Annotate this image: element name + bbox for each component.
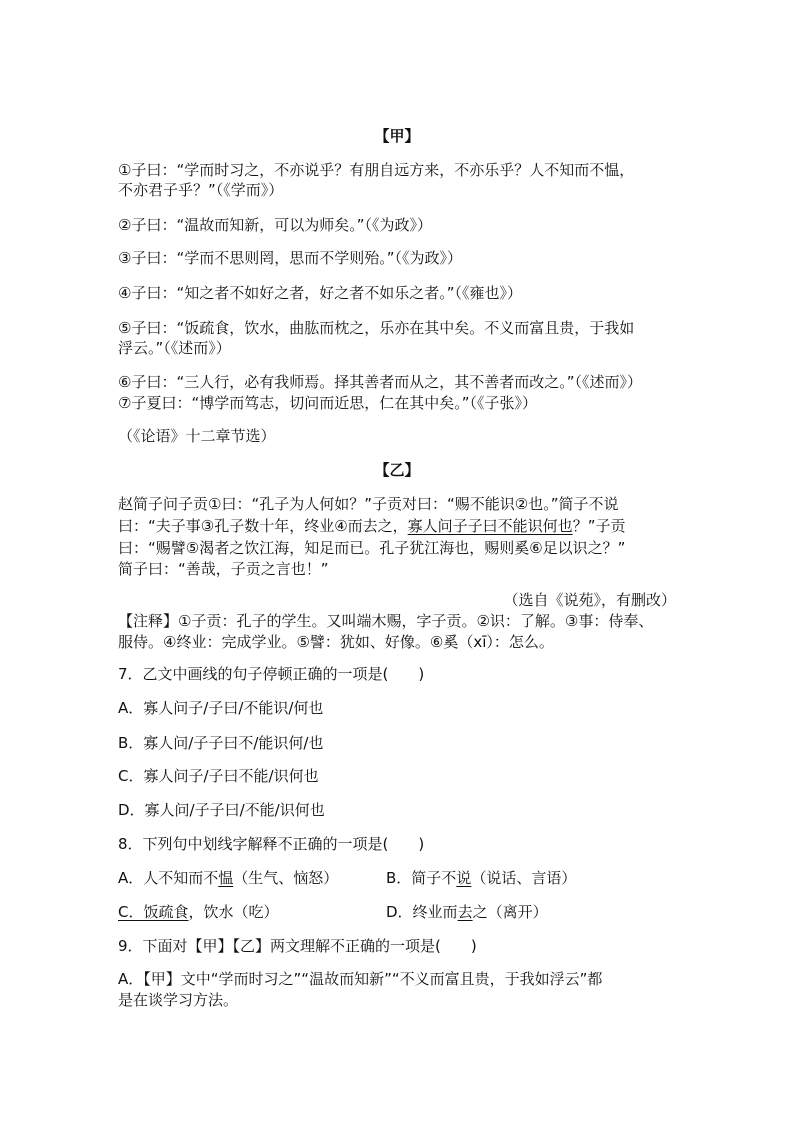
jia-sentence-6: ⑥子曰：“三人行，必有我师焉。择其善者而从之，其不善者而改之。”（《述而》） [118, 373, 642, 391]
jia-sentence-4: ④子曰：“知之者不如好之者，好之者不如乐之者。”（《雍也》） [118, 284, 522, 302]
question-7-option-b: B．寡人问/子子曰不/能识何/也 [118, 734, 324, 752]
jia-sentence-5-line-2: 浮云。”（《述而》） [118, 339, 231, 357]
question-8-option-a: A．人不知而不愠（生气、恼怒） [118, 869, 339, 887]
jia-source: （《论语》十二章节选） [118, 427, 276, 445]
yi-paragraph-line-2: 曰：“夫子事③孔子数十年，终业④而去之，寡人问子子曰不能识何也？”子贡 [118, 517, 626, 535]
yi-source: （选自《说苑》，有删改） [503, 591, 676, 609]
question-9-option-a-line-1: A．【甲】文中“学而时习之”“温故而知新”“不义而富且贵，于我如浮云”都 [118, 970, 603, 988]
yi-paragraph-line-3: 曰：“赐譬⑤渴者之饮江海，知足而已。孔子犹江海也，赐则奚⑥足以识之？” [118, 539, 626, 557]
jia-sentence-2: ②子曰：“温故而知新，可以为师矣。”（《为政》） [118, 216, 432, 234]
question-7-option-d: D．寡人问/子子曰/不能/识何也 [118, 801, 325, 819]
question-9-option-a-line-2: 是在谈学习方法。 [118, 991, 239, 1009]
jia-sentence-1-line-1: ①子曰：“学而时习之，不亦说乎？有朋自远方来，不亦乐乎？人不知而不愠， [118, 161, 635, 179]
question-8-stem: 8．下列句中划线字解释不正确的一项是( ) [118, 835, 425, 853]
jia-sentence-1-line-2: 不亦君子乎？”（《学而》） [118, 181, 284, 199]
annotation-line-1: 【注释】①子贡：孔子的学生。又叫端木赐，字子贡。②识：了解。③事：侍奉、 [118, 612, 654, 630]
passage-jia-title: 【甲】 [374, 127, 420, 145]
passage-yi-title: 【乙】 [374, 461, 420, 479]
question-8-option-d: D．终业而去之（离开） [386, 903, 548, 921]
yi-paragraph-line-1: 赵简子问子贡①曰：“孔子为人何如？”子贡对曰：“赐不能识②也。”简子不说 [118, 495, 619, 513]
question-8-option-b: B．简子不说（说话、言语） [386, 869, 577, 887]
jia-sentence-5-line-1: ⑤子曰：“饭疏食，饮水，曲肱而枕之，乐亦在其中矣。不义而富且贵，于我如 [118, 319, 635, 337]
underlined-sentence: 寡人问子子曰不能识何也 [407, 517, 573, 535]
jia-sentence-3: ③子曰：“学而不思则罔，思而不学则殆。”（《为政》） [118, 249, 462, 267]
jia-sentence-7: ⑦子夏曰：“博学而笃志，切问而近思，仁在其中矣。”（《子张》） [118, 394, 537, 412]
question-7-option-a: A．寡人问子/子曰/不能识/何也 [118, 699, 324, 717]
annotation-line-2: 服侍。④终业：完成学业。⑤譬：犹如、好像。⑥奚（xī）：怎么。 [118, 633, 554, 651]
question-8-option-c: C．饭疏食，饮水（吃） [118, 903, 279, 921]
yi-paragraph-line-4: 简子曰：“善哉，子贡之言也！” [118, 560, 329, 578]
question-9-stem: 9．下面对【甲】【乙】两文理解不正确的一项是( ) [118, 937, 477, 955]
question-7-option-c: C．寡人问子/子曰不能/识何也 [118, 767, 319, 785]
question-7-stem: 7．乙文中画线的句子停顿正确的一项是( ) [118, 665, 425, 683]
